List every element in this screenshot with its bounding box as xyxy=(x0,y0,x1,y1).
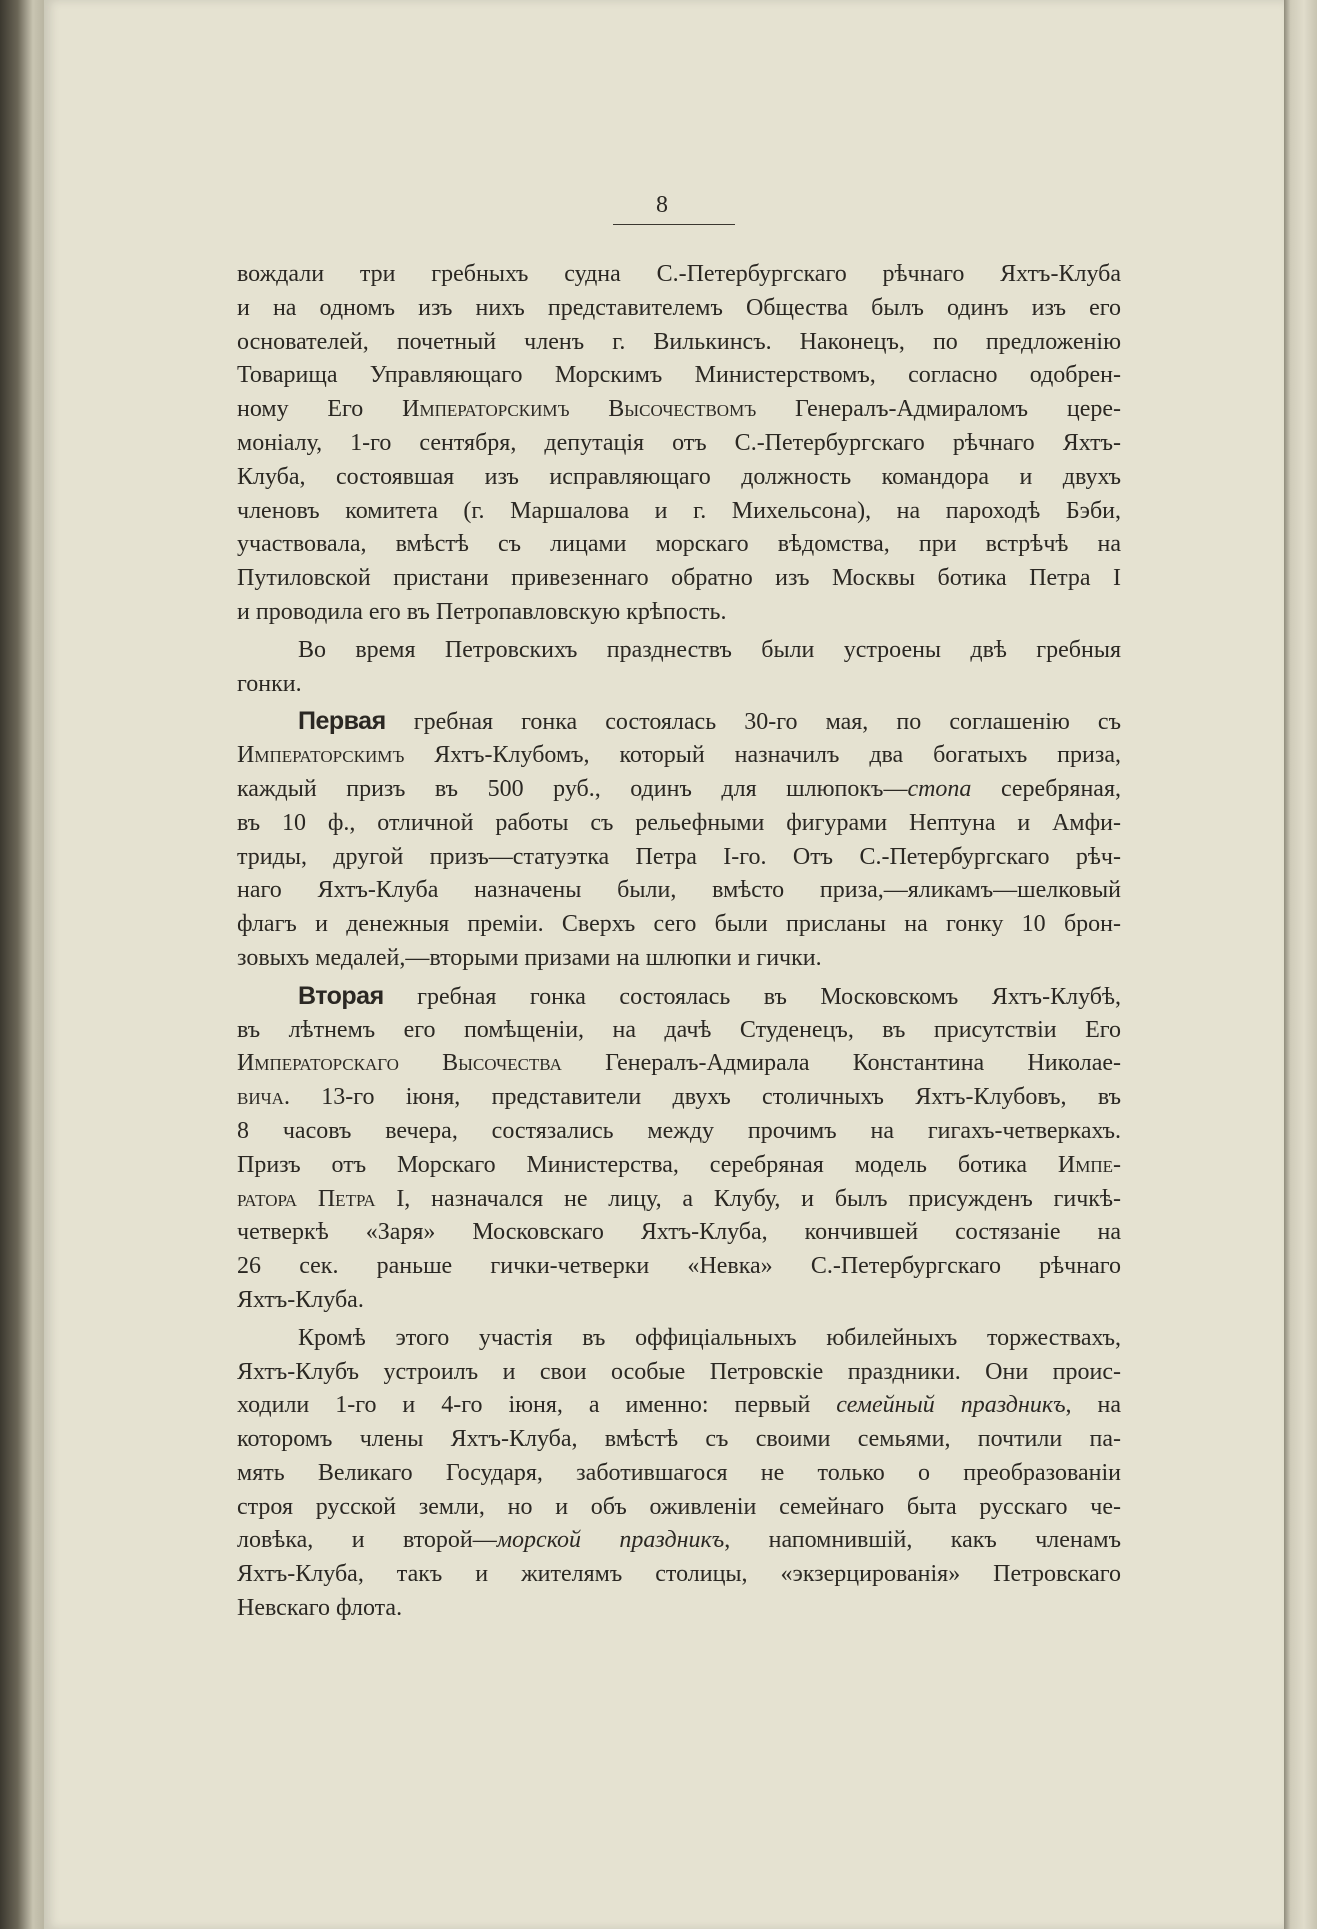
paragraph xyxy=(237,258,1121,630)
bold-lead-word: Первая xyxy=(298,707,386,736)
text-line xyxy=(237,1183,1121,1217)
text-line xyxy=(237,1457,1121,1491)
text-line xyxy=(237,1014,1121,1048)
text-line xyxy=(237,1491,1121,1525)
facing-page-edge xyxy=(1284,0,1317,1929)
text-line xyxy=(237,1081,1121,1115)
text-line xyxy=(237,634,1121,668)
text-line xyxy=(237,1216,1121,1250)
text-segment: Генералъ-Адмирала Константина Николае- xyxy=(561,1050,1121,1077)
bold-lead-word: Вторая xyxy=(298,981,384,1010)
text-line xyxy=(237,1558,1121,1592)
text-line xyxy=(237,739,1121,773)
text-line xyxy=(237,393,1121,427)
text-segment: участвовала, вмѣстѣ съ лицами морскаго вѣдомства, при встрѣчѣ на xyxy=(237,531,1121,558)
text-segment: . 13-го іюня, представители двухъ столичныхъ Яхтъ-Клубовъ, въ xyxy=(283,1084,1121,1111)
text-line xyxy=(237,1284,1121,1318)
small-caps-text: Импе- xyxy=(1057,1151,1121,1178)
text-segment: наго Яхтъ-Клуба назначены были, вмѣсто приза,—яликамъ—шелковый xyxy=(237,877,1121,904)
text-line xyxy=(237,495,1121,529)
text-segment: Клуба, состоявшая изъ исправляющаго должность командора и двухъ xyxy=(237,463,1121,490)
text-line xyxy=(237,1423,1121,1457)
text-segment: въ лѣтнемъ его помѣщеніи, на дачѣ Студенецъ, въ присутствіи Его xyxy=(237,1016,1121,1043)
text-segment: гребная гонка состоялась въ Московскомъ Яхтъ-Клубѣ, xyxy=(383,983,1121,1010)
text-line xyxy=(237,1592,1121,1626)
text-segment: основателей, почетный членъ г. Вилькинсъ. Наконецъ, по предложенію xyxy=(237,328,1121,355)
text-line xyxy=(237,1389,1121,1423)
text-line xyxy=(237,705,1121,739)
text-line xyxy=(237,980,1121,1014)
text-line xyxy=(237,596,1121,630)
text-segment: 26 сек. раньше гички-четверки «Невка» С.-Петербургскаго рѣчнаго xyxy=(237,1253,1121,1280)
text-segment: въ 10 ф., отличной работы съ рельефными фигурами Нептуна и Амфи- xyxy=(237,809,1121,836)
text-line xyxy=(237,807,1121,841)
text-segment: флагъ и денежныя преміи. Сверхъ сего были присланы на гонку 10 брон- xyxy=(237,911,1121,938)
italic-text: стопа xyxy=(907,775,972,802)
text-line xyxy=(237,292,1121,326)
paragraph xyxy=(237,980,1121,1318)
text-line xyxy=(237,1250,1121,1284)
text-line xyxy=(237,258,1121,292)
book-page xyxy=(44,0,1284,1929)
text-segment: ловѣка, и второй— xyxy=(237,1527,497,1554)
text-segment: и на одномъ изъ нихъ представителемъ Общества былъ одинъ изъ его xyxy=(237,294,1121,321)
text-line xyxy=(237,668,1121,702)
text-segment: триды, другой призъ—статуэтка Петра I-го. Отъ С.-Петербургскаго рѣч- xyxy=(237,843,1121,870)
text-segment: мять Великаго Государя, заботившагося не только о преобразованіи xyxy=(237,1459,1121,1486)
text-segment: , напомнившій, какъ членамъ xyxy=(724,1527,1122,1554)
text-line xyxy=(237,427,1121,461)
text-line xyxy=(237,1356,1121,1390)
text-segment: вождали три гребныхъ судна С.-Петербургскаго рѣчнаго Яхтъ-Клуба xyxy=(237,261,1121,287)
paragraph xyxy=(237,705,1121,975)
text-segment: Яхтъ-Клуба, такъ и жителямъ столицы, «экзерцированія» Петровскаго xyxy=(237,1561,1121,1588)
page-number: 8 xyxy=(656,192,668,218)
text-segment: Яхтъ-Клуба. xyxy=(237,1286,364,1313)
text-segment: гребная гонка состоялась 30-го мая, по соглашенію съ xyxy=(385,709,1121,736)
paragraph xyxy=(237,1322,1121,1626)
text-line xyxy=(237,1322,1121,1356)
small-caps-text: Императорскимъ xyxy=(237,742,405,769)
small-caps-text: Императорскимъ Высочествомъ xyxy=(402,396,757,423)
text-segment: I, назначался не лицу, а Клубу, и былъ присужденъ гичкѣ- xyxy=(375,1185,1121,1212)
text-line xyxy=(237,874,1121,908)
text-line xyxy=(237,841,1121,875)
text-segment: Генералъ-Адмираломъ цере- xyxy=(756,396,1121,423)
text-segment: Кромѣ этого участія въ оффиціальныхъ юбилейныхъ торжествахъ, xyxy=(298,1324,1121,1351)
text-segment: каждый призъ въ 500 руб., одинъ для шлюпокъ— xyxy=(237,775,908,802)
text-segment: Призъ отъ Морскаго Министерства, серебряная модель ботика xyxy=(237,1151,1058,1178)
italic-text: морской праздникъ xyxy=(496,1527,725,1554)
text-segment: Яхтъ-Клубъ устроилъ и свои особые Петровскіе праздники. Они проис- xyxy=(237,1358,1121,1385)
body-text xyxy=(237,258,1121,1626)
text-line xyxy=(237,773,1121,807)
text-line xyxy=(237,1047,1121,1081)
text-segment: 8 часовъ вечера, состязались между прочимъ на гигахъ-четверкахъ. xyxy=(237,1117,1121,1144)
text-line xyxy=(237,359,1121,393)
page-number-header xyxy=(0,192,1240,219)
text-line xyxy=(237,942,1121,976)
text-segment: Яхтъ-Клубомъ, который назначилъ два богатыхъ приза, xyxy=(404,742,1121,769)
text-line xyxy=(237,562,1121,596)
small-caps-text: вича xyxy=(237,1084,284,1111)
text-line xyxy=(237,1149,1121,1183)
text-line xyxy=(237,908,1121,942)
text-segment: Невскаго флота. xyxy=(237,1595,403,1622)
header-rule xyxy=(613,224,735,225)
text-segment: строя русской земли, но и объ оживленіи семейнаго быта русскаго че- xyxy=(237,1493,1121,1520)
text-line xyxy=(237,1524,1121,1558)
text-segment: , на xyxy=(1065,1392,1122,1419)
book-spine-edge xyxy=(0,0,44,1929)
text-line xyxy=(237,326,1121,360)
text-segment: Путиловской пристани привезеннаго обратно изъ Москвы ботика Петра I xyxy=(237,565,1121,592)
text-segment: и проводила его въ Петропавловскую крѣпость. xyxy=(237,598,727,625)
text-line xyxy=(237,1115,1121,1149)
text-line xyxy=(237,461,1121,495)
text-segment: четверкѣ «Заря» Московскаго Яхтъ-Клуба, кончившей состязаніе на xyxy=(237,1219,1121,1246)
text-segment: моніалу, 1-го сентября, депутація отъ С.-Петербургскаго рѣчнаго Яхтъ- xyxy=(237,429,1121,456)
paragraph xyxy=(237,634,1121,702)
text-line xyxy=(237,528,1121,562)
small-caps-text: ратора Петра xyxy=(237,1185,376,1212)
text-segment: Товарища Управляющаго Морскимъ Министерствомъ, согласно одобрен- xyxy=(237,362,1121,389)
text-segment: ходили 1-го и 4-го іюня, а именно: первый xyxy=(237,1392,837,1419)
text-segment: которомъ члены Яхтъ-Клуба, вмѣстѣ съ своими семьями, почтили па- xyxy=(237,1426,1121,1453)
text-segment: ному Его xyxy=(237,396,403,423)
text-segment: членовъ комитета (г. Маршалова и г. Михельсона), на пароходѣ Бэби, xyxy=(237,497,1121,524)
text-segment: гонки. xyxy=(237,670,302,697)
text-segment: Во время Петровскихъ празднествъ были устроены двѣ гребныя xyxy=(298,636,1121,663)
text-segment: серебряная, xyxy=(971,775,1121,802)
text-segment: зовыхъ медалей,—вторыми призами на шлюпки и гички. xyxy=(237,944,822,971)
small-caps-text: Императорскаго Высочества xyxy=(237,1050,562,1077)
italic-text: семейный праздникъ xyxy=(836,1392,1066,1419)
